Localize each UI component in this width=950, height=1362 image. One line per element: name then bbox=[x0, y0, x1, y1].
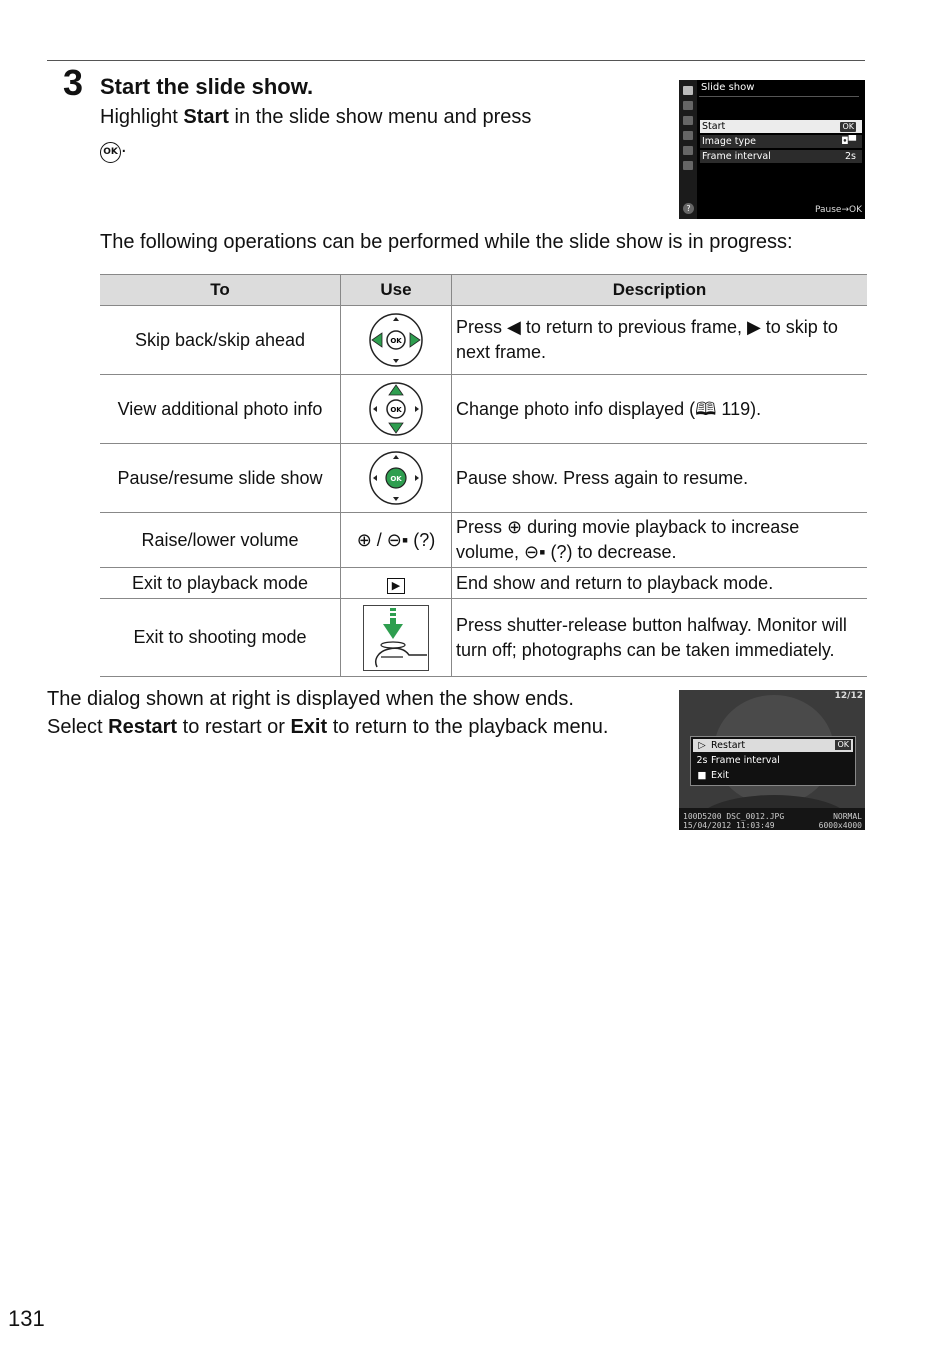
start-term: Start bbox=[183, 106, 229, 128]
menu-item-start: Start OK bbox=[700, 120, 862, 133]
table-row: Exit to playback mode ▶ End show and return to playback mode. bbox=[100, 568, 867, 599]
pause-hint: Pause→OK bbox=[815, 205, 862, 215]
menu-item-frame-interval: Frame interval 2s bbox=[700, 150, 862, 163]
exit-term: Exit bbox=[290, 716, 328, 738]
svg-text:OK: OK bbox=[390, 337, 402, 345]
operations-table bbox=[100, 274, 867, 677]
table-header-row bbox=[100, 275, 867, 306]
menu-title: Slide show bbox=[701, 82, 755, 93]
table-row: Raise/lower volume ⊕ / ⊖▪ (?) Press ⊕ during movie playback to increase volume, ⊖▪ (?) to decrease. bbox=[100, 513, 867, 568]
step-title: Start the slide show. bbox=[100, 74, 314, 99]
playback-button-icon: ▶ bbox=[387, 578, 405, 594]
restart-term: Restart bbox=[108, 716, 178, 738]
header-to: To bbox=[100, 275, 341, 306]
dialog-item-frame-interval: 2s Frame interval bbox=[696, 755, 780, 766]
header-use: Use bbox=[341, 275, 452, 306]
multi-selector-up-down-icon bbox=[368, 381, 424, 437]
date-info: 15/04/2012 11:03:49 bbox=[683, 821, 775, 830]
menu-tab-icons bbox=[679, 80, 697, 219]
step-number: 3 bbox=[63, 62, 84, 103]
table-row: View additional photo info OK Change photo info displayed (🕮 119). bbox=[100, 375, 867, 444]
dialog-description: The dialog shown at right is displayed when the show ends. Select Restart to restart or Exit to return to the playback menu. bbox=[47, 688, 609, 738]
table-row: Exit to shooting mode Press shutter-release button halfway. Monitor will turn off; photographs can be taken immediately. bbox=[100, 599, 867, 677]
intro-text: The following operations can be performed while the slide show is in progress: bbox=[100, 231, 793, 253]
dialog-item-restart: ▷ Restart OK bbox=[693, 739, 853, 752]
top-rule bbox=[47, 60, 865, 61]
ok-button-icon bbox=[368, 450, 424, 506]
frame-counter: 12/12 bbox=[834, 691, 863, 701]
ok-icon: OK bbox=[100, 142, 121, 163]
page-number: 131 bbox=[8, 1306, 45, 1331]
table-row: Skip back/skip ahead OK Press ◀ to return to previous frame, ▶ to skip to next frame. bbox=[100, 306, 867, 375]
size-info: 6000x4000 bbox=[818, 821, 862, 830]
file-info: 100D5200 DSC_0012.JPG bbox=[683, 812, 785, 821]
step-body: Highlight Start in the slide show menu and press OK . bbox=[100, 103, 540, 163]
menu-item-image-type: Image type ◘▀ bbox=[700, 135, 862, 148]
quality-info: NORMAL bbox=[833, 812, 862, 821]
slide-show-menu-screenshot bbox=[679, 80, 865, 219]
svg-text:OK: OK bbox=[390, 475, 402, 483]
zoom-buttons-icon: ⊕ / ⊖▪ (?) bbox=[341, 513, 452, 568]
table-row: Pause/resume slide show OK Pause show. Press again to resume. bbox=[100, 444, 867, 513]
end-dialog-screenshot bbox=[679, 690, 865, 830]
end-dialog bbox=[690, 736, 856, 786]
help-icon: ? bbox=[683, 203, 694, 214]
svg-text:OK: OK bbox=[390, 406, 402, 414]
shutter-release-icon bbox=[363, 605, 429, 671]
multi-selector-left-right-icon bbox=[368, 312, 424, 368]
dialog-item-exit: ■ Exit bbox=[697, 770, 729, 781]
header-description: Description bbox=[452, 275, 868, 306]
